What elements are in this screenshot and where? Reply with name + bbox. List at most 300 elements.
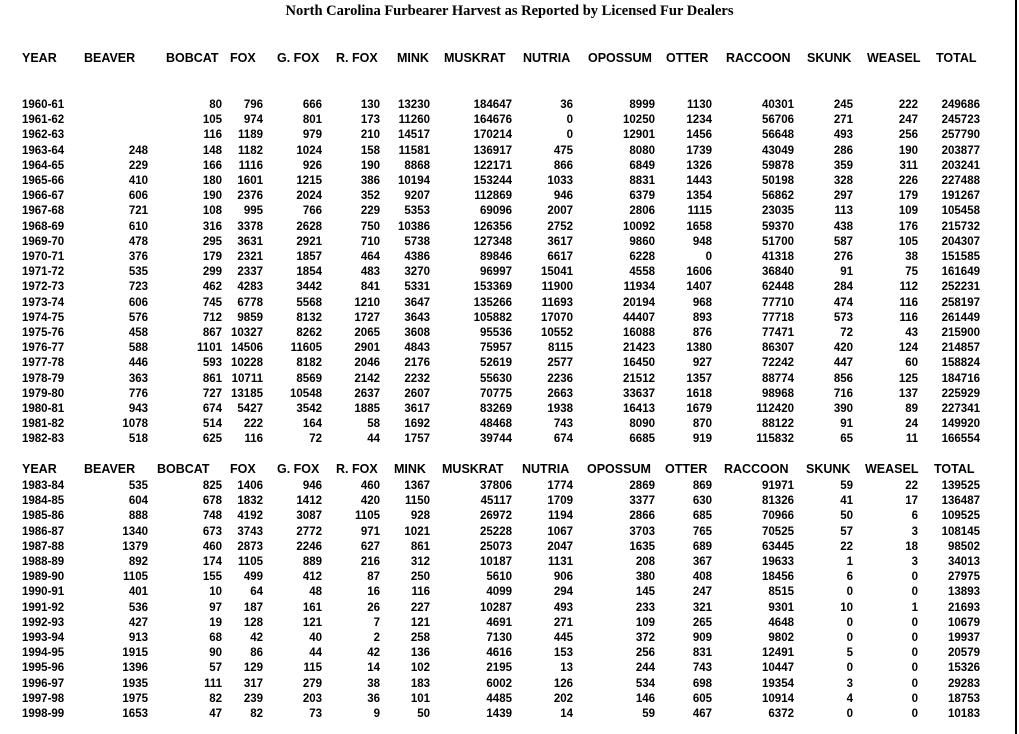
cell-otter: 1115	[687, 205, 712, 218]
cell-otter: 1658	[686, 220, 712, 233]
cell-weasel: 11	[905, 433, 918, 446]
cell-beaver: 888	[128, 510, 148, 523]
cell-gfox: 946	[302, 480, 322, 492]
cell-nutria: 946	[553, 190, 573, 203]
cell-beaver: 427	[128, 616, 148, 629]
cell-total: 261449	[941, 311, 980, 324]
cell-fox: 2337	[237, 266, 263, 279]
cell-opossum: 145	[635, 586, 655, 599]
cell-weasel: 38	[905, 251, 918, 263]
cell-raccoon: 6372	[768, 708, 794, 720]
cell-rfox: 2637	[354, 387, 380, 400]
cell-muskrat: 122171	[473, 159, 512, 172]
cell-bobcat: 180	[202, 175, 222, 187]
cell-nutria: 1194	[548, 510, 573, 523]
cell-opossum: 11934	[623, 281, 655, 294]
cell-fox: 1116	[238, 159, 263, 172]
cell-mink: 102	[410, 662, 430, 675]
cell-muskrat: 52619	[480, 357, 512, 370]
cell-muskrat: 26972	[480, 510, 512, 523]
cell-rfox: 710	[360, 235, 380, 248]
cell-gfox: 3442	[296, 281, 322, 294]
cell-raccoon: 19354	[762, 677, 794, 690]
cell-gfox: 161	[302, 601, 322, 614]
cell-rfox: 87	[367, 571, 380, 584]
cell-bobcat: 47	[209, 708, 222, 720]
cell-weasel: 60	[905, 357, 918, 370]
cell-total: 257790	[941, 129, 980, 142]
cell-otter: 1354	[686, 190, 712, 203]
cell-skunk: 284	[833, 281, 853, 294]
cell-otter: 919	[692, 433, 712, 446]
cell-skunk: 0	[846, 662, 853, 675]
cell-year: 1960-61	[22, 99, 65, 111]
cell-weasel: 179	[898, 190, 918, 203]
cell-weasel: 0	[911, 571, 918, 584]
cell-weasel: 112	[899, 281, 918, 294]
cell-nutria: 2007	[547, 205, 573, 218]
cell-skunk: 91	[840, 266, 853, 279]
header-otter: OTTER	[665, 462, 708, 476]
cell-opossum: 8831	[629, 175, 655, 187]
cell-mink: 5738	[404, 235, 430, 248]
cell-total: 215732	[941, 220, 980, 233]
cell-year: 1983-84	[22, 480, 65, 492]
cell-nutria: 11900	[541, 281, 573, 294]
cell-raccoon: 10914	[762, 692, 794, 705]
cell-raccoon: 70525	[762, 525, 794, 538]
cell-beaver: 410	[128, 175, 148, 187]
cell-weasel: 190	[898, 144, 918, 157]
cell-opossum: 8090	[629, 418, 655, 431]
cell-beaver: 536	[128, 601, 148, 614]
cell-nutria: 8115	[548, 342, 573, 355]
cell-otter: 689	[692, 540, 712, 553]
cell-rfox: 1727	[354, 311, 380, 324]
cell-weasel: 124	[898, 342, 918, 355]
header-rfox: R. FOX	[336, 462, 378, 476]
cell-opossum: 2866	[629, 510, 655, 523]
cell-beaver: 892	[128, 556, 148, 568]
cell-raccoon: 112420	[756, 403, 794, 415]
cell-otter: 265	[692, 616, 712, 629]
cell-muskrat: 10187	[480, 556, 512, 568]
cell-total: 105458	[941, 205, 980, 218]
cell-mink: 8868	[404, 159, 430, 172]
cell-year: 1995-96	[22, 662, 65, 675]
cell-bobcat: 727	[202, 387, 222, 400]
cell-weasel: 17	[905, 495, 918, 508]
cell-gfox: 48	[309, 586, 322, 599]
cell-beaver: 913	[128, 632, 148, 644]
cell-bobcat: 514	[202, 418, 222, 431]
cell-beaver: 1105	[123, 571, 148, 584]
cell-beaver: 588	[128, 342, 148, 355]
cell-opossum: 9860	[629, 235, 655, 248]
cell-total: 191267	[941, 190, 980, 203]
cell-bobcat: 745	[202, 296, 222, 309]
cell-mink: 1021	[404, 525, 430, 538]
cell-gfox: 412	[302, 571, 322, 584]
cell-opossum: 208	[635, 556, 655, 568]
cell-muskrat: 39744	[480, 433, 512, 446]
cell-weasel: 43	[905, 327, 918, 339]
cell-mink: 121	[410, 616, 430, 629]
cell-bobcat: 166	[202, 159, 222, 172]
cell-nutria: 866	[553, 159, 573, 172]
cell-mink: 136	[410, 647, 430, 660]
cell-bobcat: 678	[202, 495, 222, 508]
cell-beaver: 401	[128, 586, 148, 599]
cell-mink: 3647	[404, 296, 430, 309]
cell-muskrat: 25228	[480, 525, 512, 538]
cell-raccoon: 43049	[762, 144, 794, 157]
cell-nutria: 906	[553, 571, 573, 584]
cell-total: 249686	[941, 99, 980, 111]
cell-total: 136487	[941, 495, 980, 508]
cell-opossum: 4558	[629, 266, 655, 279]
cell-muskrat: 164676	[473, 114, 512, 127]
cell-fox: 42	[250, 632, 263, 644]
cell-year: 1973-74	[22, 296, 65, 309]
cell-raccoon: 4648	[768, 616, 794, 629]
cell-otter: 1443	[686, 175, 712, 187]
cell-skunk: 359	[833, 159, 853, 172]
header-opossum: OPOSSUM	[587, 462, 651, 476]
cell-total: 214857	[941, 342, 980, 355]
cell-rfox: 26	[367, 601, 380, 614]
cell-gfox: 40	[309, 632, 322, 644]
cell-muskrat: 37806	[480, 480, 512, 492]
cell-weasel: 89	[905, 403, 918, 415]
cell-raccoon: 63445	[762, 540, 794, 553]
cell-beaver: 1078	[122, 418, 148, 431]
cell-otter: 869	[692, 480, 712, 492]
cell-skunk: 22	[840, 540, 853, 553]
cell-total: 227341	[941, 403, 980, 415]
cell-beaver: 1396	[122, 662, 148, 675]
cell-rfox: 750	[360, 220, 380, 233]
cell-opossum: 8080	[629, 144, 655, 157]
cell-bobcat: 155	[202, 571, 222, 584]
cell-otter: 605	[692, 692, 712, 705]
cell-gfox: 11605	[290, 342, 322, 355]
cell-otter: 1606	[686, 266, 712, 279]
cell-raccoon: 72242	[762, 357, 794, 370]
cell-skunk: 0	[846, 632, 853, 644]
cell-fox: 2321	[237, 251, 263, 263]
cell-opossum: 21423	[623, 342, 655, 355]
cell-raccoon: 23035	[762, 205, 794, 218]
cell-fox: 129	[243, 662, 263, 675]
cell-muskrat: 153369	[473, 281, 512, 294]
cell-opossum: 2806	[629, 205, 655, 218]
cell-mink: 1150	[405, 495, 430, 508]
cell-gfox: 203	[302, 692, 322, 705]
cell-total: 245723	[941, 114, 980, 127]
cell-nutria: 13	[560, 662, 573, 675]
cell-skunk: 245	[833, 99, 853, 111]
cell-weasel: 226	[898, 175, 918, 187]
cell-otter: 927	[692, 357, 712, 370]
cell-gfox: 44	[309, 647, 322, 660]
cell-opossum: 6379	[629, 190, 655, 203]
cell-year: 1975-76	[22, 327, 65, 339]
cell-raccoon: 77471	[762, 327, 794, 339]
cell-gfox: 1854	[296, 266, 322, 279]
cell-otter: 1679	[686, 403, 712, 415]
header-skunk: SKUNK	[807, 51, 852, 65]
cell-otter: 685	[692, 510, 712, 523]
cell-bobcat: 57	[209, 662, 222, 675]
cell-bobcat: 316	[202, 220, 222, 233]
cell-nutria: 0	[566, 129, 573, 142]
cell-beaver: 376	[128, 251, 148, 263]
header-nutria: NUTRIA	[523, 51, 571, 65]
cell-year: 1985-86	[22, 510, 65, 523]
page-edge-line	[1015, 0, 1017, 734]
cell-mink: 4386	[404, 251, 430, 263]
cell-year: 1977-78	[22, 357, 65, 370]
cell-muskrat: 6002	[486, 677, 512, 690]
cell-year: 1986-87	[22, 525, 65, 538]
cell-raccoon: 77710	[762, 296, 794, 309]
cell-gfox: 121	[302, 616, 322, 629]
cell-beaver: 1379	[122, 540, 148, 553]
header-gfox: G. FOX	[277, 462, 320, 476]
cell-rfox: 9	[373, 708, 380, 720]
header-gfox: G. FOX	[277, 51, 320, 65]
cell-weasel: 125	[898, 372, 918, 385]
cell-fox: 5427	[237, 403, 263, 415]
cell-total: 149920	[941, 418, 980, 431]
cell-raccoon: 51700	[762, 235, 794, 248]
cell-mink: 183	[410, 677, 430, 690]
cell-muskrat: 48468	[480, 418, 512, 431]
cell-gfox: 73	[309, 708, 322, 720]
cell-skunk: 113	[834, 205, 853, 218]
cell-year: 1971-72	[22, 266, 65, 279]
cell-total: 161649	[941, 266, 980, 279]
cell-weasel: 176	[898, 220, 918, 233]
cell-otter: 247	[692, 586, 712, 599]
cell-opossum: 16088	[623, 327, 655, 339]
cell-year: 1993-94	[22, 632, 65, 644]
cell-year: 1996-97	[22, 677, 65, 690]
cell-weasel: 116	[899, 311, 918, 324]
cell-weasel: 6	[911, 510, 918, 523]
cell-fox: 3631	[237, 235, 263, 248]
cell-muskrat: 5610	[486, 571, 512, 584]
cell-skunk: 493	[833, 129, 853, 142]
cell-fox: 222	[243, 418, 263, 431]
header-weasel: WEASEL	[867, 51, 921, 65]
cell-rfox: 7	[373, 616, 380, 629]
cell-mink: 3608	[404, 327, 430, 339]
cell-raccoon: 12491	[762, 647, 794, 660]
cell-nutria: 153	[553, 647, 573, 660]
cell-gfox: 8132	[296, 311, 322, 324]
cell-muskrat: 69096	[480, 205, 512, 218]
cell-weasel: 0	[911, 692, 918, 705]
cell-nutria: 3617	[547, 235, 573, 248]
cell-nutria: 2577	[547, 357, 573, 370]
cell-bobcat: 825	[202, 480, 222, 492]
cell-total: 18753	[948, 692, 980, 705]
cell-gfox: 801	[302, 114, 322, 127]
cell-total: 10183	[948, 708, 980, 720]
cell-gfox: 8262	[296, 327, 322, 339]
header-weasel: WEASEL	[865, 462, 919, 476]
cell-fox: 116	[244, 433, 263, 446]
cell-total: 203241	[941, 159, 980, 172]
cell-weasel: 22	[905, 480, 918, 492]
cell-raccoon: 91971	[762, 480, 794, 492]
cell-beaver: 943	[128, 403, 148, 415]
cell-opossum: 8999	[629, 99, 655, 111]
cell-skunk: 5	[846, 647, 853, 660]
cell-fox: 4283	[237, 281, 263, 294]
cell-otter: 968	[692, 296, 712, 309]
cell-weasel: 0	[911, 632, 918, 644]
cell-weasel: 18	[905, 540, 918, 553]
cell-mink: 928	[410, 510, 430, 523]
cell-bobcat: 19	[209, 616, 222, 629]
header-nutria: NUTRIA	[522, 462, 570, 476]
cell-year: 1974-75	[22, 311, 65, 324]
cell-raccoon: 81326	[762, 495, 794, 508]
cell-nutria: 2047	[547, 540, 573, 553]
cell-opossum: 109	[635, 616, 655, 629]
cell-year: 1962-63	[22, 129, 65, 142]
cell-rfox: 216	[360, 556, 380, 568]
cell-rfox: 158	[360, 144, 380, 157]
cell-beaver: 535	[128, 480, 148, 492]
cell-fox: 974	[243, 114, 263, 127]
cell-otter: 1407	[686, 281, 712, 294]
cell-nutria: 10552	[541, 327, 573, 339]
cell-total: 139525	[941, 480, 980, 492]
cell-skunk: 587	[833, 235, 853, 248]
cell-otter: 698	[692, 677, 712, 690]
cell-beaver: 535	[128, 266, 148, 279]
cell-rfox: 2065	[354, 327, 380, 339]
cell-bobcat: 10	[209, 586, 222, 599]
cell-rfox: 173	[360, 114, 380, 127]
cell-gfox: 666	[302, 99, 322, 111]
cell-nutria: 6617	[547, 251, 573, 263]
cell-raccoon: 59370	[762, 220, 794, 233]
cell-otter: 876	[692, 327, 712, 339]
cell-fox: 14506	[231, 342, 263, 355]
cell-opossum: 3377	[629, 495, 655, 508]
cell-rfox: 210	[360, 129, 380, 142]
cell-skunk: 41	[840, 495, 853, 508]
cell-year: 1976-77	[22, 342, 65, 355]
cell-beaver: 458	[128, 327, 148, 339]
cell-total: 204307	[941, 235, 980, 248]
cell-otter: 1130	[687, 99, 712, 111]
cell-nutria: 1938	[547, 403, 573, 415]
cell-fox: 3378	[237, 220, 263, 233]
cell-gfox: 164	[302, 418, 322, 431]
cell-muskrat: 10287	[480, 601, 512, 614]
cell-weasel: 0	[911, 647, 918, 660]
cell-total: 215900	[941, 327, 980, 339]
cell-gfox: 3542	[296, 403, 322, 415]
header-skunk: SKUNK	[806, 462, 851, 476]
cell-gfox: 979	[302, 129, 322, 142]
cell-mink: 10194	[398, 175, 430, 187]
cell-nutria: 202	[553, 692, 573, 705]
cell-muskrat: 4691	[486, 616, 512, 629]
cell-skunk: 6	[846, 571, 853, 584]
cell-bobcat: 462	[202, 281, 222, 294]
cell-beaver: 610	[128, 220, 148, 233]
cell-fox: 1601	[237, 175, 263, 187]
cell-otter: 630	[692, 495, 712, 508]
cell-fox: 1406	[237, 480, 263, 492]
cell-otter: 367	[692, 556, 712, 568]
cell-skunk: 716	[833, 387, 853, 400]
cell-fox: 796	[243, 99, 263, 111]
cell-fox: 1182	[238, 144, 263, 157]
cell-nutria: 36	[560, 99, 573, 111]
cell-weasel: 0	[911, 586, 918, 599]
cell-skunk: 3	[846, 677, 853, 690]
cell-opossum: 20194	[623, 296, 655, 309]
header-bobcat: BOBCAT	[157, 462, 210, 476]
cell-opossum: 10092	[623, 220, 655, 233]
cell-mink: 1757	[404, 433, 430, 446]
header-beaver: BEAVER	[84, 51, 136, 65]
cell-muskrat: 55630	[480, 372, 512, 385]
cell-gfox: 1857	[296, 251, 322, 263]
cell-otter: 1380	[686, 342, 712, 355]
cell-skunk: 57	[840, 525, 853, 538]
cell-year: 1961-62	[22, 114, 65, 127]
header-year: YEAR	[22, 51, 57, 65]
cell-fox: 187	[243, 601, 263, 614]
cell-mink: 9207	[404, 190, 430, 203]
cell-total: 13893	[948, 586, 980, 599]
cell-fox: 9859	[237, 311, 263, 324]
header-raccoon: RACCOON	[726, 51, 791, 65]
cell-raccoon: 59878	[762, 159, 794, 172]
cell-mink: 11260	[398, 114, 430, 127]
header-raccoon: RACCOON	[724, 462, 789, 476]
cell-skunk: 0	[846, 586, 853, 599]
cell-weasel: 137	[898, 387, 918, 400]
cell-skunk: 286	[833, 144, 853, 157]
cell-beaver: 604	[128, 495, 148, 508]
cell-muskrat: 184647	[473, 99, 512, 111]
cell-year: 1982-83	[22, 433, 65, 446]
cell-mink: 227	[410, 601, 430, 614]
cell-muskrat: 170214	[473, 129, 512, 142]
cell-muskrat: 4099	[486, 586, 512, 599]
cell-raccoon: 86307	[762, 342, 794, 355]
cell-opossum: 146	[635, 692, 655, 705]
cell-skunk: 10	[840, 601, 853, 614]
cell-rfox: 1105	[355, 510, 380, 523]
cell-otter: 0	[705, 251, 712, 263]
cell-mink: 3643	[404, 311, 430, 324]
cell-total: 151585	[941, 251, 980, 263]
cell-raccoon: 88774	[762, 372, 794, 385]
cell-nutria: 11693	[541, 296, 573, 309]
cell-mink: 1692	[404, 418, 430, 431]
